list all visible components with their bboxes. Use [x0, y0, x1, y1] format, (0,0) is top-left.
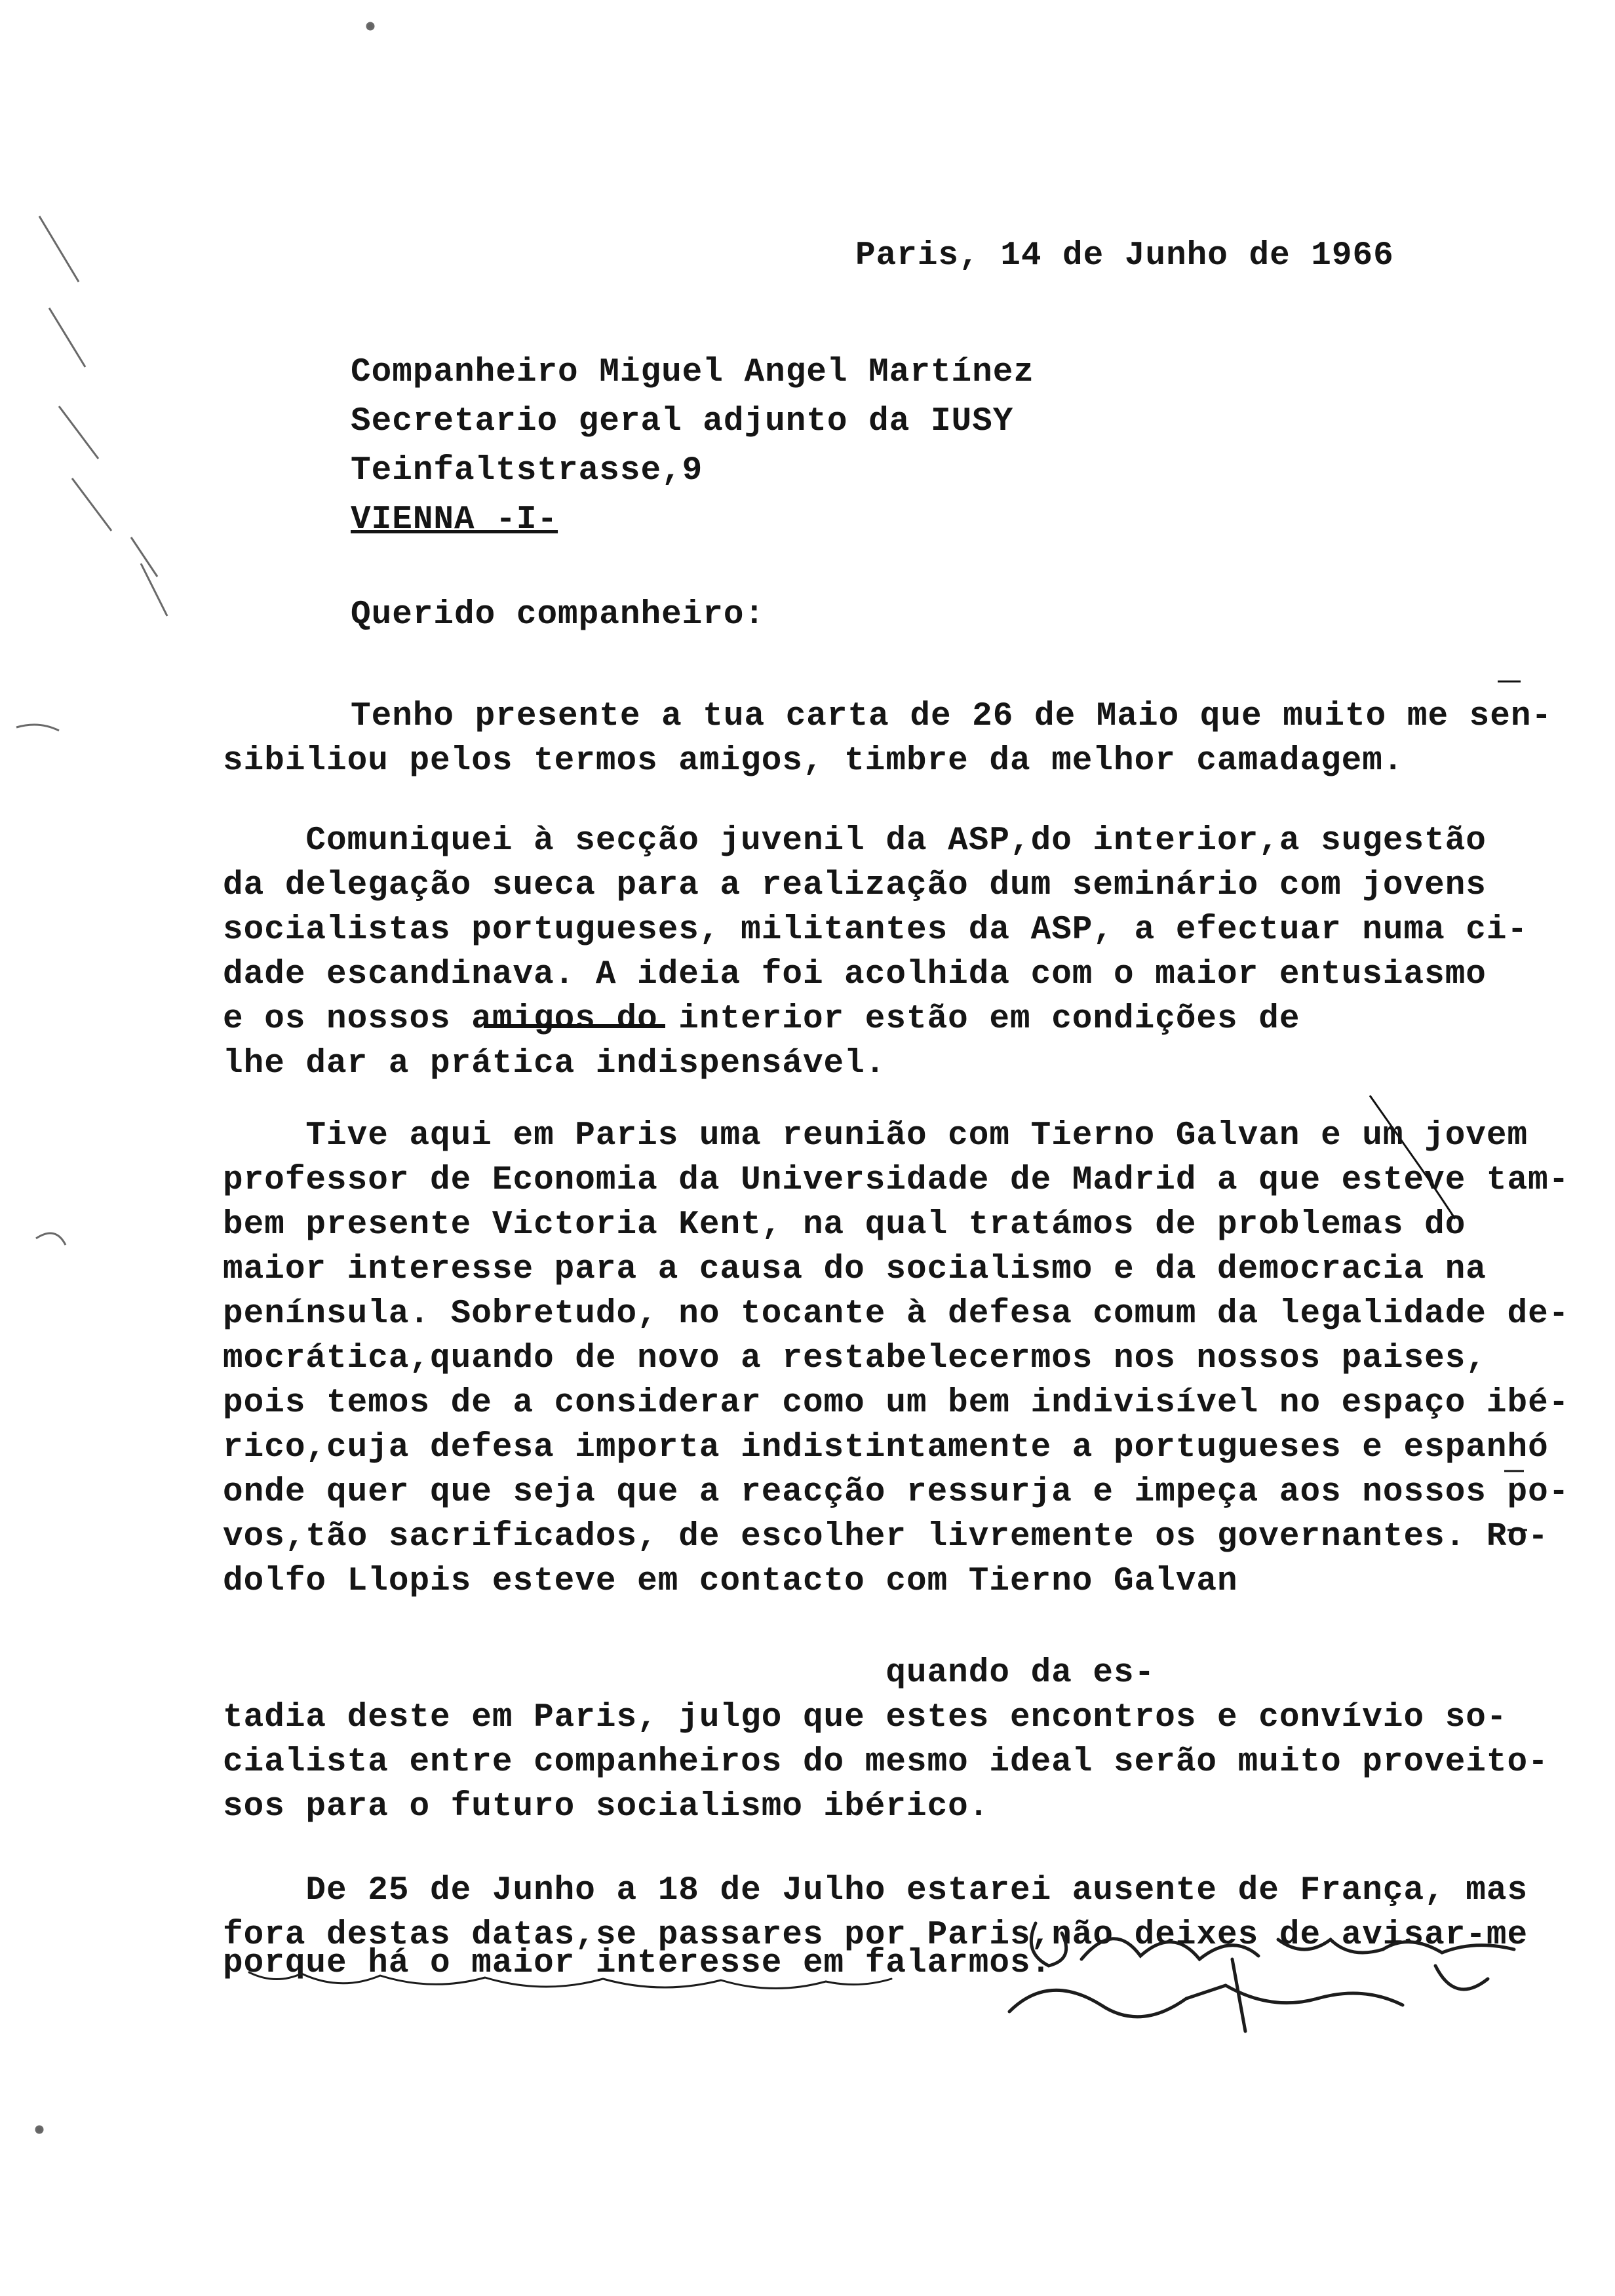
paragraph-line: rico,cuja defesa importa indistintamente a portugueses e espanhó: [223, 1429, 1549, 1466]
paragraph-line: fora destas datas,se passares por Paris,não deixes de avisar-me: [223, 1917, 1528, 1954]
recipient-title: Secretario geral adjunto da IUSY: [351, 403, 1014, 440]
paragraph-line: maior interesse para a causa do socialismo e da democracia na: [223, 1251, 1487, 1288]
paragraph-line: bem presente Victoria Kent, na qual tratámos de problemas do: [223, 1206, 1466, 1244]
paragraph-line: quando da es-: [223, 1655, 1156, 1692]
paragraph-line: dolfo Llopis esteve em contacto com Tierno Galvan: [223, 1563, 1238, 1600]
letter-date: Paris, 14 de Junho de 1966: [855, 237, 1394, 275]
paragraph-1: [223, 695, 1553, 784]
paragraph-2: [223, 819, 1528, 1086]
recipient-name: Companheiro Miguel Angel Martínez: [351, 354, 1034, 391]
paragraph-line: Tive aqui em Paris uma reunião com Tierno Galvan e um jovem: [223, 1117, 1528, 1155]
paragraph-line: e os nossos amigos do interior estão em condições de: [223, 1001, 1300, 1038]
paragraph-line: onde quer que seja que a reacção ressurja e impeça aos nossos po-: [223, 1474, 1570, 1511]
paragraph-line: dade escandinava. A ideia foi acolhida com o maior entusiasmo: [223, 956, 1487, 993]
paragraph-line: sibiliou pelos termos amigos, timbre da melhor camadagem.: [223, 742, 1404, 780]
paragraph-line: península. Sobretudo, no tocante à defesa comum da legalidade de-: [223, 1295, 1570, 1333]
paragraph-3-continued: [223, 1651, 1549, 1829]
paragraph-3: [223, 1114, 1570, 1604]
paragraph-line: da delegação sueca para a realização dum seminário com jovens: [223, 867, 1487, 904]
paragraph-line: mocrática,quando de novo a restabelecermos nos nossos paises,: [223, 1340, 1487, 1377]
recipient-street: Teinfaltstrasse,9: [351, 452, 703, 489]
paragraph-line: cialista entre companheiros do mesmo ideal serão muito proveito-: [223, 1744, 1549, 1781]
paragraph-line: tadia deste em Paris, julgo que estes encontros e convívio so-: [223, 1699, 1508, 1736]
paragraph-line: vos,tão sacrificados, de escolher livremente os governantes. Ro-: [223, 1518, 1549, 1556]
paragraph-line: Comuniquei à secção juvenil da ASP,do interior,a sugestão: [223, 822, 1487, 860]
paragraph-line: De 25 de Junho a 18 de Julho estarei ausente de França, mas: [223, 1872, 1528, 1909]
paragraph-line: Tenho presente a tua carta de 26 de Maio que muito me sen-: [351, 698, 1553, 735]
recipient-city: VIENNA -I-: [351, 501, 558, 539]
paragraph-line: professor de Economia da Universidade de Madrid a que esteve tam-: [223, 1162, 1570, 1199]
paragraph-line: sos para o futuro socialismo ibérico.: [223, 1788, 990, 1826]
salutation: Querido companheiro:: [351, 596, 766, 634]
paragraph-line: pois temos de a considerar como um bem indivisível no espaço ibé-: [223, 1385, 1570, 1422]
paragraph-line: lhe dar a prática indispensável.: [223, 1045, 886, 1082]
paragraph-line: socialistas portugueses, militantes da ASP, a efectuar numa ci-: [223, 911, 1528, 949]
closing-line: porque há o maior interesse em falarmos.: [223, 1945, 1052, 1982]
